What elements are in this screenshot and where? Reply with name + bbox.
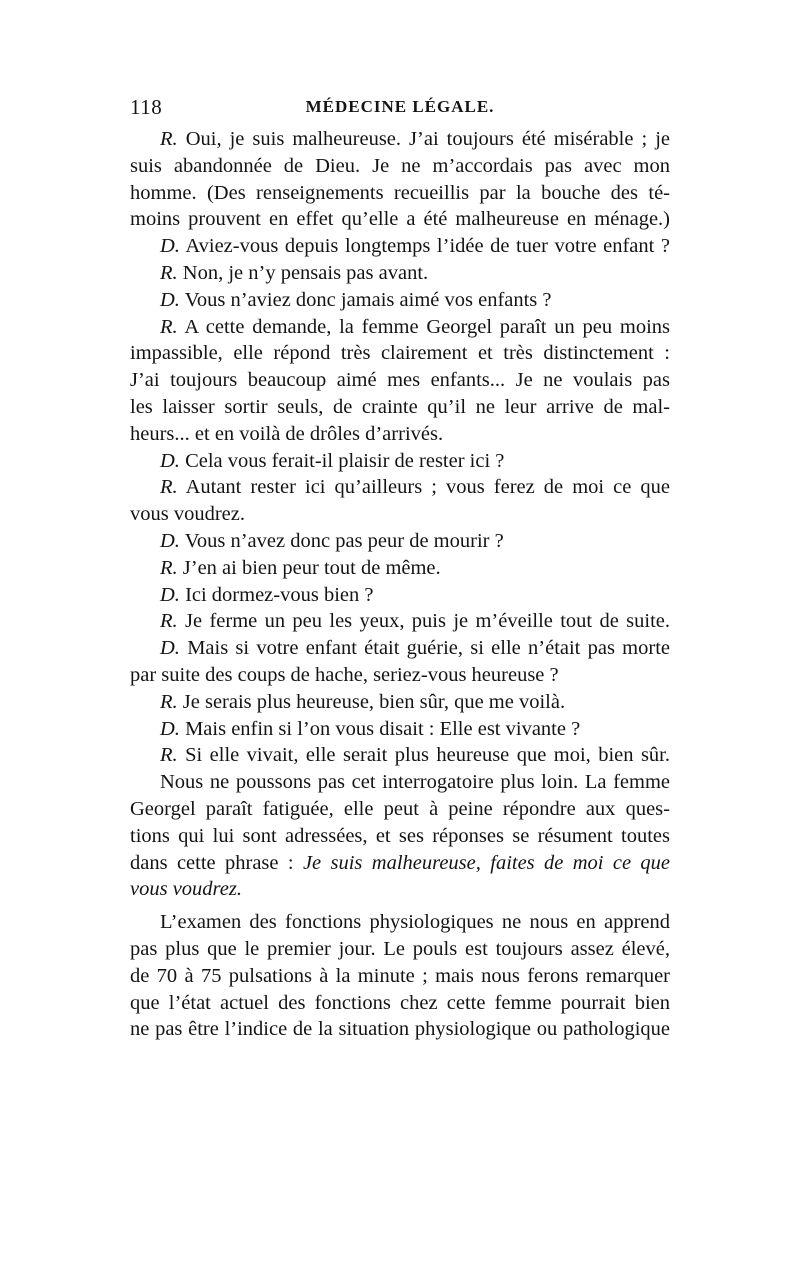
line-text: pas plus que le premier jour. Le pouls est toujours assez élevé, <box>130 937 670 960</box>
text-line <box>130 367 670 394</box>
text-line <box>130 876 670 903</box>
line-text: Mais si votre enfant était guérie, si elle n’était pas morte <box>187 637 670 660</box>
page-number: 118 <box>130 95 163 119</box>
speaker-label: D. <box>160 583 180 606</box>
line-text: Je ferme un peu les yeux, puis je m’éveille tout de suite. <box>185 610 670 633</box>
line-text: Oui, je suis malheureuse. J’ai toujours été misérable ; je <box>185 128 670 150</box>
speaker-label: D. <box>160 449 180 472</box>
page-header <box>130 95 670 121</box>
speaker-label: D. <box>160 235 180 258</box>
speaker-label: D. <box>160 717 180 740</box>
text-line <box>130 421 670 448</box>
speaker-label: D. <box>160 529 180 552</box>
text-line <box>130 501 670 528</box>
dialogue-line <box>130 260 670 287</box>
speaker-label: D. <box>160 288 180 311</box>
speaker-label: R. <box>160 261 178 284</box>
line-text: dans cette phrase : <box>130 851 294 874</box>
text-line <box>130 769 670 796</box>
text-line <box>130 206 670 233</box>
text-line <box>130 796 670 823</box>
dialogue-line <box>130 716 670 743</box>
line-text: Aviez-vous depuis longtemps l’idée de tuer votre enfant ? <box>185 235 670 258</box>
speaker-label: R. <box>160 610 178 633</box>
text-line <box>130 936 670 963</box>
line-text: Mais enfin si l’on vous disait : Elle est vivante ? <box>185 717 581 740</box>
speaker-label: D. <box>160 637 180 660</box>
line-text: suis abandonnée de Dieu. Je ne m’accordais pas avec mon <box>130 154 670 177</box>
speaker-label: R. <box>160 315 178 338</box>
line-text: L’examen des fonctions physiologiques ne nous en apprend <box>160 911 670 934</box>
line-text: Cela vous ferait-il plaisir de rester ici ? <box>185 449 505 472</box>
line-text: tions qui lui sont adressées, et ses réponses se résument toutes <box>130 824 670 847</box>
line-text: de 70 à 75 pulsations à la minute ; mais nous ferons remarquer <box>130 964 670 987</box>
text-line <box>130 850 670 877</box>
dialogue-line <box>130 742 670 769</box>
line-text: Vous n’avez donc pas peur de mourir ? <box>184 529 504 552</box>
dialogue-line <box>130 635 670 662</box>
line-text: moins prouvent en effet qu’elle a été malheureuse en ménage.) <box>130 208 670 231</box>
text-line <box>130 153 670 180</box>
line-text: homme. (Des renseignements recueillis par la bouche des té- <box>130 181 670 204</box>
italic-quote: vous voudrez. <box>130 878 242 901</box>
speaker-label: R. <box>160 556 178 579</box>
text-line <box>130 963 670 990</box>
line-text: Georgel paraît fatiguée, elle peut à peine répondre aux ques- <box>130 797 670 820</box>
speaker-label: R. <box>160 476 178 499</box>
dialogue-line <box>130 528 670 555</box>
speaker-label: R. <box>160 744 178 767</box>
dialogue-line <box>130 314 670 341</box>
dialogue-line <box>130 582 670 609</box>
italic-quote: Je suis malheureuse, faites de moi ce que <box>302 851 670 874</box>
line-text: impassible, elle répond très clairement et très distinctement : <box>130 342 670 365</box>
dialogue-line <box>130 555 670 582</box>
text-line <box>130 340 670 367</box>
line-text: Autant rester ici qu’ailleurs ; vous ferez de moi ce que <box>185 476 670 499</box>
text-line <box>130 909 670 936</box>
line-text: vous voudrez. <box>130 503 246 526</box>
dialogue-line <box>130 233 670 260</box>
running-head: MÉDECINE LÉGALE. <box>305 97 495 116</box>
text-line <box>130 823 670 850</box>
line-text: J’ai toujours beaucoup aimé mes enfants... Je ne voulais pas <box>130 369 670 392</box>
body-text <box>130 126 670 1043</box>
dialogue-line <box>130 608 670 635</box>
line-text: J’en ai bien peur tout de même. <box>182 556 441 579</box>
line-text: par suite des coups de hache, seriez-vous heureuse ? <box>130 663 559 686</box>
line-text: que l’état actuel des fonctions chez cette femme pourrait bien <box>130 991 670 1014</box>
line-text: Je serais plus heureuse, bien sûr, que me voilà. <box>182 690 566 713</box>
line-text: les laisser sortir seuls, de crainte qu’il ne leur arrive de mal- <box>130 395 670 418</box>
text-line <box>130 1016 670 1043</box>
line-text: Non, je n’y pensais pas avant. <box>182 261 429 284</box>
dialogue-line <box>130 474 670 501</box>
line-text: Nous ne poussons pas cet interrogatoire plus loin. La femme <box>160 771 670 794</box>
text-line <box>130 180 670 207</box>
dialogue-line <box>130 448 670 475</box>
line-text: heurs... et en voilà de drôles d’arrivés. <box>130 422 444 445</box>
speaker-label: R. <box>160 128 178 150</box>
dialogue-line <box>130 287 670 314</box>
text-line <box>130 394 670 421</box>
line-text: Vous n’aviez donc jamais aimé vos enfants ? <box>184 288 552 311</box>
text-line <box>130 990 670 1017</box>
line-text: ne pas être l’indice de la situation physiologique ou pathologique <box>130 1018 670 1041</box>
dialogue-line <box>130 126 670 153</box>
line-text: Ici dormez-vous bien ? <box>185 583 374 606</box>
line-text: Si elle vivait, elle serait plus heureuse que moi, bien sûr. <box>185 744 670 767</box>
dialogue-line <box>130 689 670 716</box>
line-text: A cette demande, la femme Georgel paraît un peu moins <box>184 315 670 338</box>
speaker-label: R. <box>160 690 178 713</box>
text-line <box>130 662 670 689</box>
